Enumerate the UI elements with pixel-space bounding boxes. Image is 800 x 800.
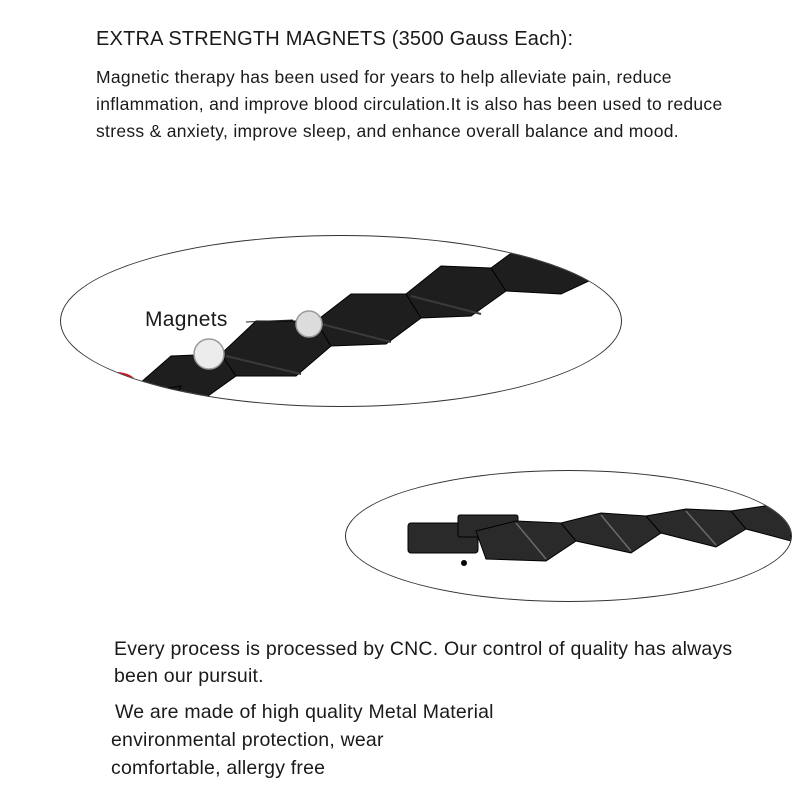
bracelet-link xyxy=(646,509,746,547)
bracelet-link xyxy=(316,294,421,346)
bracelet-clasp-closeup xyxy=(345,470,792,602)
bracelet-link xyxy=(561,513,661,553)
material-paragraph xyxy=(111,698,571,782)
material-line: We are made of high quality Metal Material xyxy=(115,701,494,723)
cnc-process-paragraph: Every process is processed by CNC. Our control of quality has always been our pursuit. xyxy=(114,638,733,687)
heading-title: EXTRA STRENGTH MAGNETS (3500 Gauss Each): xyxy=(96,28,574,50)
bracelet-link xyxy=(476,521,576,561)
bracelet-link xyxy=(491,246,621,294)
material-line: environmental protection, wear xyxy=(111,729,384,751)
magnet-disc xyxy=(296,311,322,337)
material-line: comfortable, allergy free xyxy=(111,757,326,779)
magnets-label: Magnets xyxy=(145,308,228,331)
bracelet-link xyxy=(406,266,506,318)
clasp-pin xyxy=(461,560,467,566)
bracelet-clasp-illustration xyxy=(346,471,791,601)
intro-paragraph: Magnetic therapy has been used for years to help alleviate pain, reduce inflammation, and improve blood circulation.It is also has been used to reduce stress & anxiety, improve sleep, and enhance overall balance and mood. xyxy=(96,67,723,141)
magnet-disc xyxy=(194,339,224,369)
